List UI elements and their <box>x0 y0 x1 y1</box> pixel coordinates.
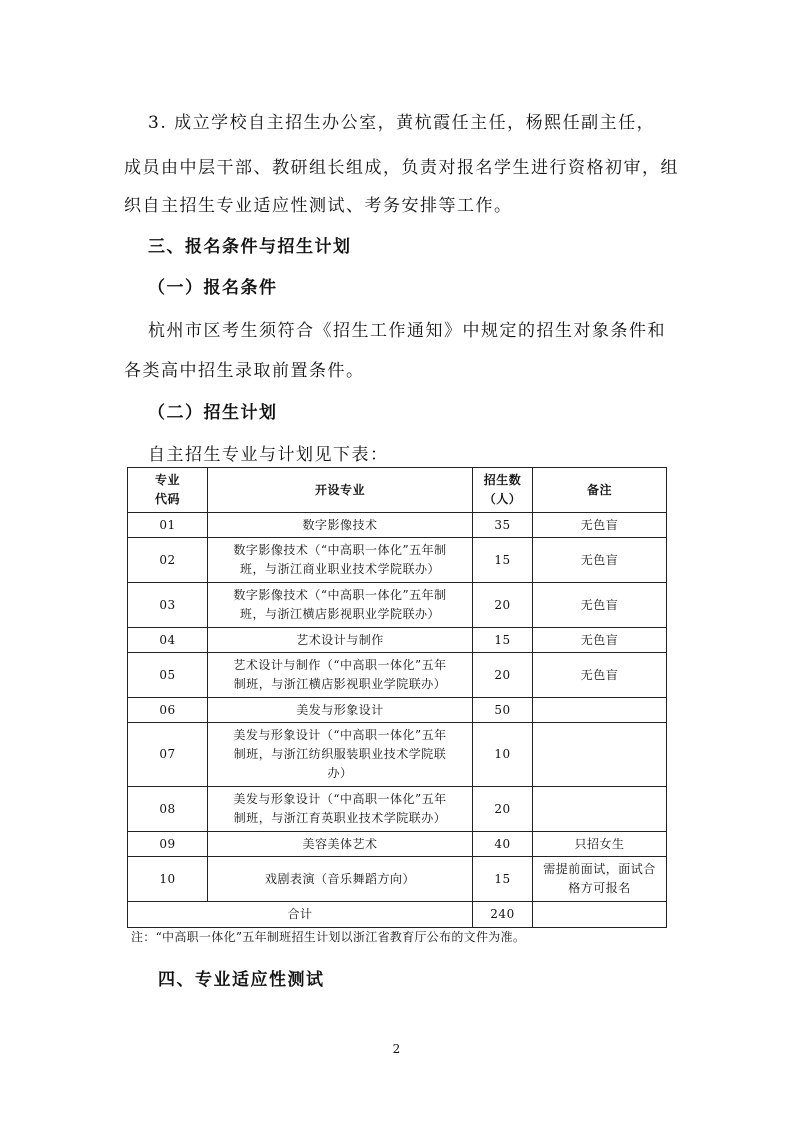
cell-count: 15 <box>473 538 533 583</box>
table-row <box>128 628 667 653</box>
table-row <box>128 538 667 583</box>
cell-count: 15 <box>473 857 533 902</box>
cell-remark <box>533 723 667 787</box>
header-count-line-1: 招生数 <box>483 473 522 487</box>
table-row <box>128 653 667 698</box>
header-code-line-1: 专业 <box>154 473 180 487</box>
cell-remark <box>533 698 667 723</box>
major-line: 办） <box>327 766 353 780</box>
cell-remark <box>533 538 667 583</box>
major-line: 数字影像技术 <box>302 517 378 532</box>
cell-count: 40 <box>473 832 533 857</box>
cell-code: 10 <box>128 857 208 902</box>
major-line: 制班，与浙江育英职业技术学院联办） <box>233 811 447 825</box>
section-4-heading: 四、专业适应性测试 <box>158 970 325 990</box>
cell-code: 01 <box>128 513 208 538</box>
enrollment-plan-table <box>127 467 667 928</box>
cell-code: 02 <box>128 538 208 583</box>
cell-major <box>208 723 473 787</box>
cell-count: 20 <box>473 653 533 698</box>
major-line: 美容美体艺术 <box>302 836 378 851</box>
cell-remark <box>533 583 667 628</box>
cell-code: 08 <box>128 787 208 832</box>
cell-code: 04 <box>128 628 208 653</box>
total-value: 240 <box>473 902 533 928</box>
table-body <box>128 513 667 928</box>
cell-remark <box>533 857 667 902</box>
major-line: 美发与形象设计 <box>296 702 384 717</box>
major-line: 戏剧表演（音乐舞蹈方向） <box>264 871 415 886</box>
major-line: 班，与浙江横店影视职业学院联办） <box>239 607 440 621</box>
cell-remark <box>533 787 667 832</box>
table-row <box>128 583 667 628</box>
cell-major <box>208 787 473 832</box>
cell-code: 05 <box>128 653 208 698</box>
remark-line: 无色盲 <box>580 517 619 532</box>
remark-line: 无色盲 <box>580 632 619 647</box>
major-line: 班，与浙江商业职业技术学院联办） <box>239 562 440 576</box>
major-line: 美发与形象设计（“中高职一体化”五年 <box>233 792 447 806</box>
plan-intro: 自主招生专业与计划见下表： <box>148 445 389 465</box>
remark-line: 无色盲 <box>580 667 619 682</box>
paragraph-3-line-2: 成员由中层干部、教研组长组成，负责对报名学生进行资格初审，组 <box>124 158 679 178</box>
cell-major <box>208 832 473 857</box>
major-line: 制班，与浙江纺织服装职业技术学院联 <box>233 747 447 761</box>
cell-remark <box>533 628 667 653</box>
remark-line: 需提前面试，面试合 <box>543 862 656 876</box>
header-count-line-2: （人） <box>483 492 522 506</box>
header-code <box>128 468 208 513</box>
remark-line: 无色盲 <box>580 597 619 612</box>
table-row <box>128 698 667 723</box>
cell-count: 20 <box>473 583 533 628</box>
cell-major <box>208 698 473 723</box>
table-row <box>128 857 667 902</box>
cell-major <box>208 653 473 698</box>
cell-remark <box>533 653 667 698</box>
remark-line: 无色盲 <box>580 552 619 567</box>
table-note: 注：“中高职一体化”五年制班招生计划以浙江省教育厅公布的文件为准。 <box>131 930 526 944</box>
remark-line: 只招女生 <box>574 836 625 851</box>
conditions-line-1: 杭州市区考生须符合《招生工作通知》中规定的招生对象条件和 <box>148 321 666 341</box>
cell-count: 50 <box>473 698 533 723</box>
cell-major <box>208 513 473 538</box>
cell-major <box>208 857 473 902</box>
cell-count: 10 <box>473 723 533 787</box>
table-row <box>128 723 667 787</box>
cell-remark <box>533 832 667 857</box>
cell-major <box>208 628 473 653</box>
table-row <box>128 787 667 832</box>
table-row <box>128 513 667 538</box>
cell-code: 09 <box>128 832 208 857</box>
cell-major <box>208 538 473 583</box>
header-code-line-2: 代码 <box>154 492 180 506</box>
major-line: 艺术设计与制作（“中高职一体化”五年 <box>233 658 447 672</box>
total-label: 合计 <box>128 902 473 928</box>
major-line: 数字影像技术（“中高职一体化”五年制 <box>233 543 447 557</box>
table-header-row <box>128 468 667 513</box>
cell-count: 15 <box>473 628 533 653</box>
header-count <box>473 468 533 513</box>
major-line: 艺术设计与制作 <box>296 632 384 647</box>
cell-major <box>208 583 473 628</box>
table-total-row <box>128 902 667 928</box>
cell-count: 20 <box>473 787 533 832</box>
major-line: 美发与形象设计（“中高职一体化”五年 <box>233 728 447 742</box>
paragraph-3-line-3: 织自主招生专业适应性测试、考务安排等工作。 <box>124 196 513 216</box>
subsection-1-heading: （一）报名条件 <box>148 278 278 298</box>
page-number: 2 <box>392 1042 401 1056</box>
table-row <box>128 832 667 857</box>
major-line: 数字影像技术（“中高职一体化”五年制 <box>233 588 447 602</box>
header-remark: 备注 <box>533 468 667 513</box>
cell-code: 07 <box>128 723 208 787</box>
cell-code: 06 <box>128 698 208 723</box>
header-major: 开设专业 <box>208 468 473 513</box>
paragraph-3-line-1: 3. 成立学校自主招生办公室，黄杭霞任主任，杨熙任副主任， <box>148 113 656 133</box>
cell-remark <box>533 513 667 538</box>
total-remark <box>533 902 667 928</box>
subsection-2-heading: （二）招生计划 <box>148 403 278 423</box>
remark-line: 格方可报名 <box>568 881 631 895</box>
conditions-line-2: 各类高中招生录取前置条件。 <box>124 361 365 381</box>
cell-count: 35 <box>473 513 533 538</box>
major-line: 制班，与浙江横店影视职业学院联办） <box>233 677 447 691</box>
section-3-heading: 三、报名条件与招生计划 <box>148 237 352 257</box>
cell-code: 03 <box>128 583 208 628</box>
